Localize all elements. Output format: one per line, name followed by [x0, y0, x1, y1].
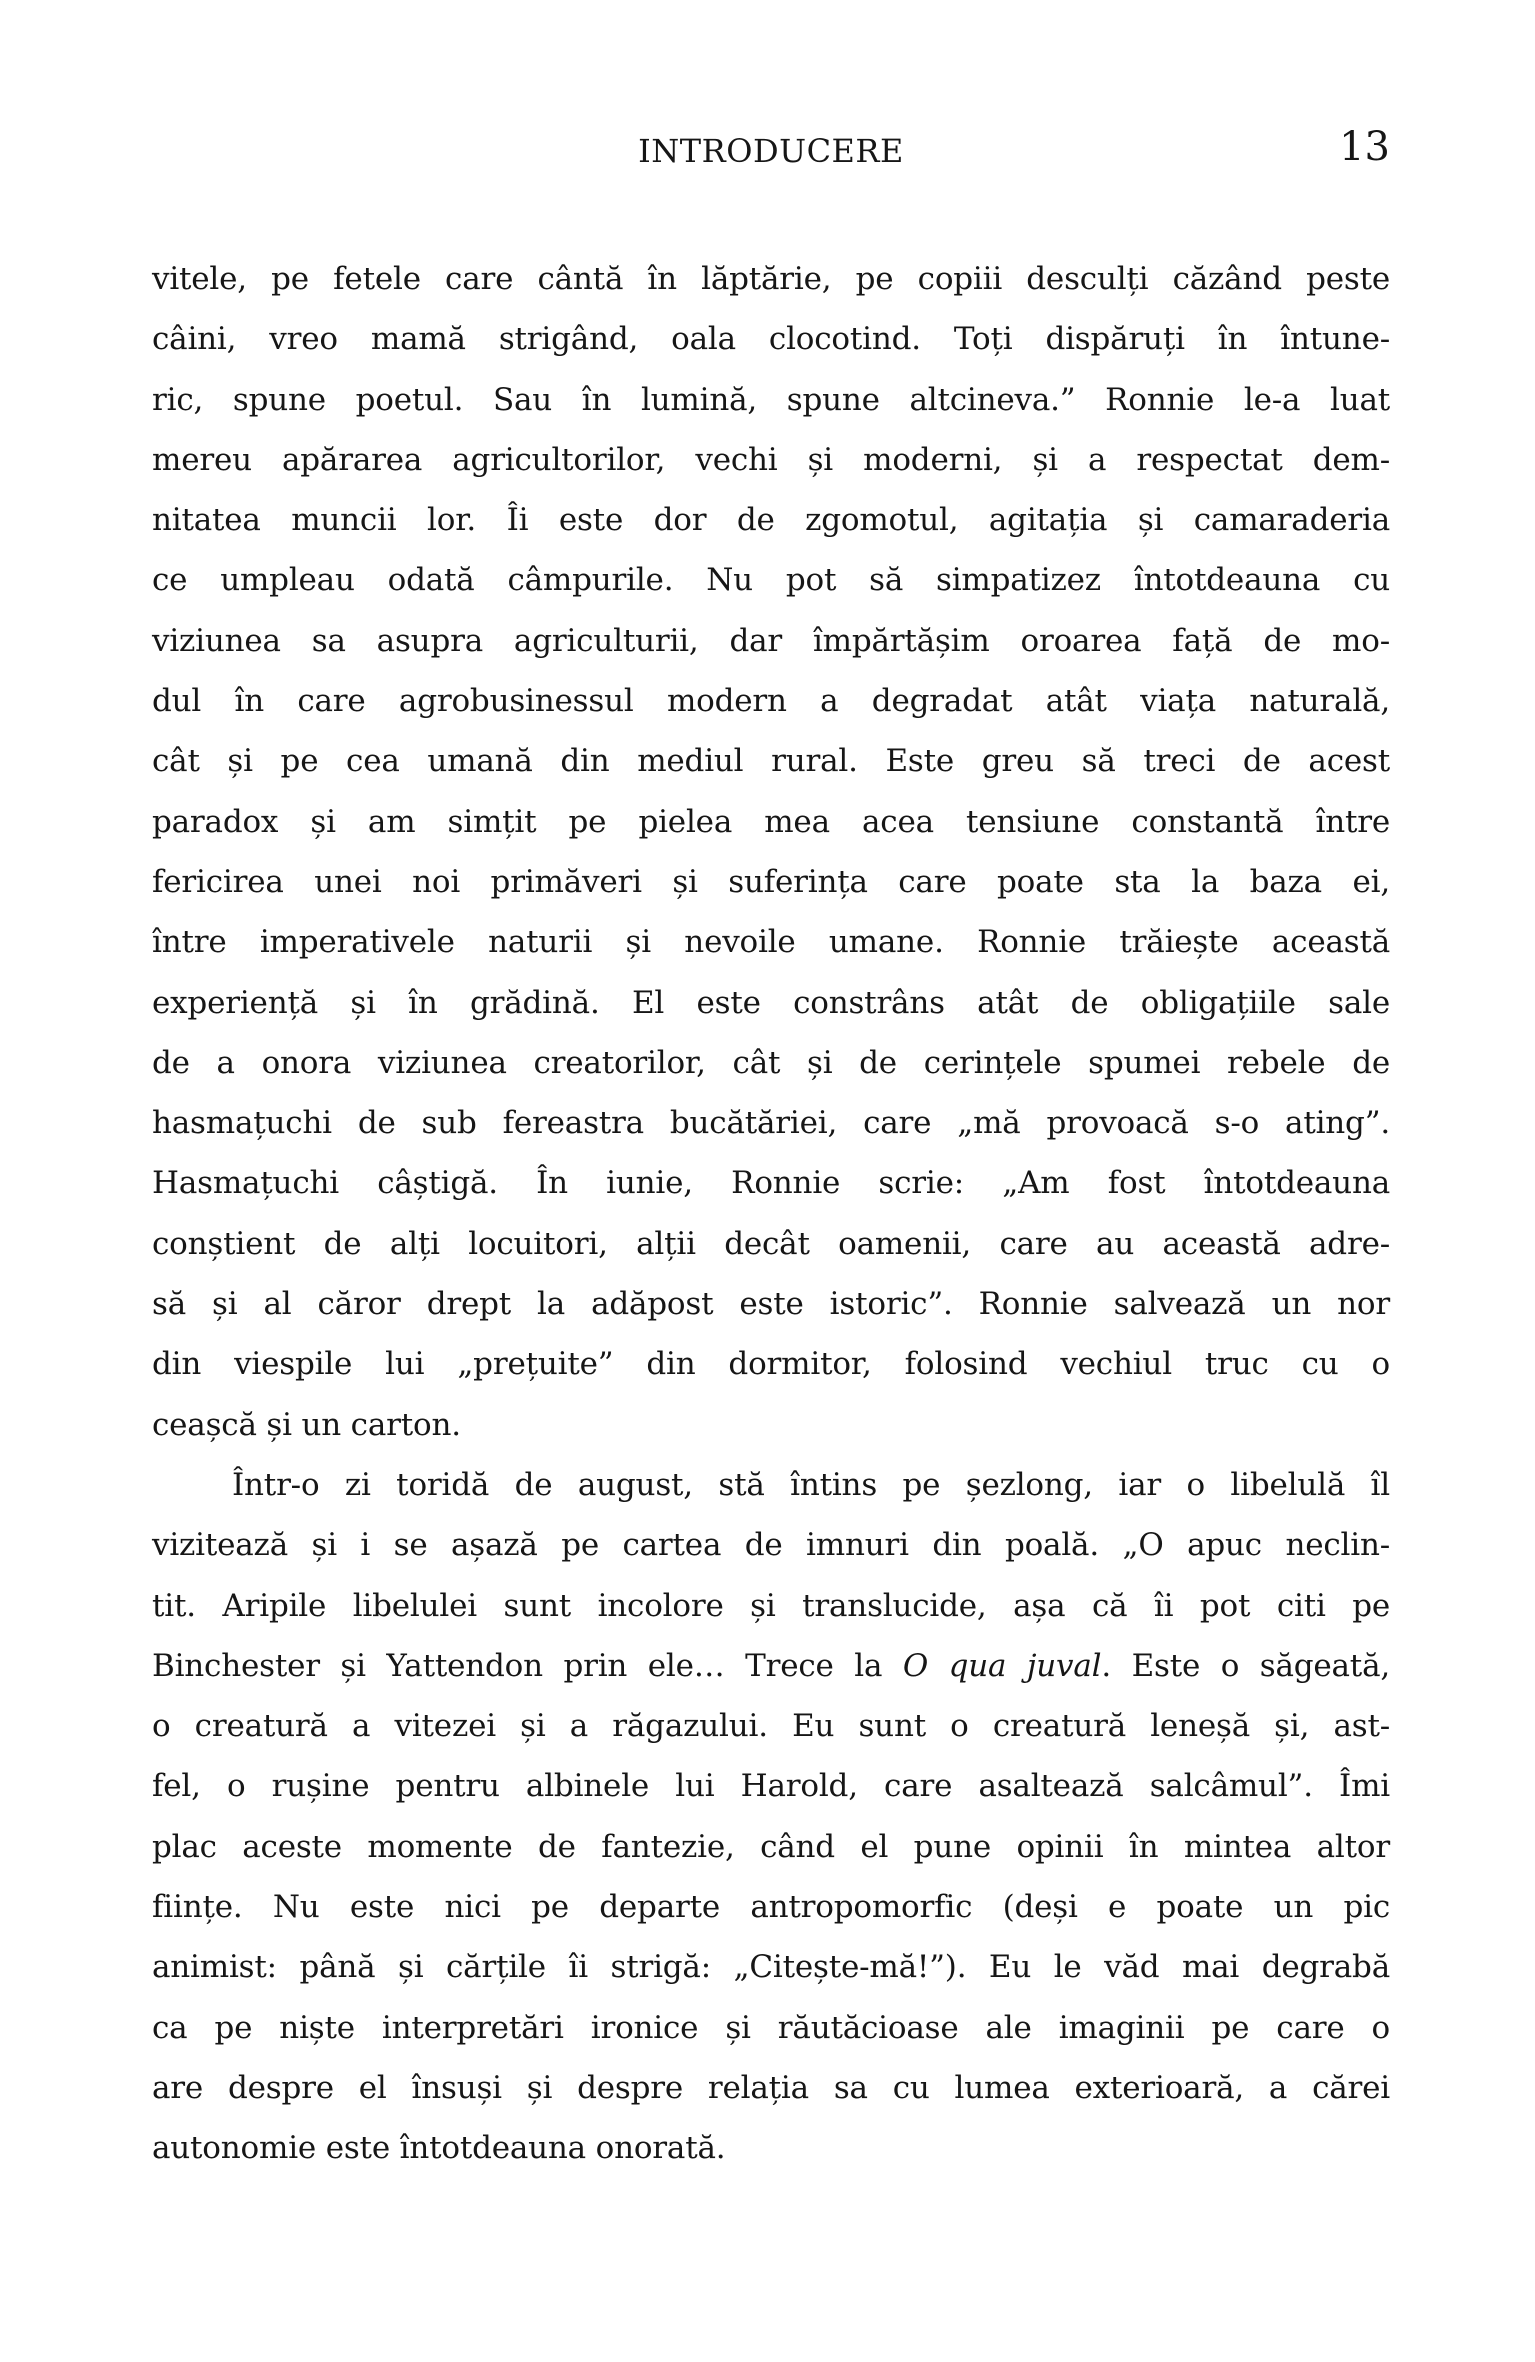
- italic-text-segment: O qua juval: [902, 1647, 1102, 1684]
- text-segment: plac aceste momente de fantezie, când el pune opinii în mintea altor: [152, 1828, 1390, 1865]
- text-line: [152, 1153, 1390, 1213]
- text-line: [152, 249, 1390, 309]
- text-line: [152, 1334, 1390, 1394]
- text-segment: hasmațuchi de sub fereastra bucătăriei, care „mă provoacă s-o ating”.: [152, 1105, 1390, 1142]
- text-line: [152, 1274, 1390, 1334]
- text-line: [152, 490, 1390, 550]
- text-segment: o creatură a vitezei și a răgazului. Eu sunt o creatură leneșă și, ast-: [152, 1708, 1390, 1745]
- running-header: [152, 124, 1390, 173]
- text-segment: ființe. Nu este nici pe departe antropomorfic (deși e poate un pic: [152, 1889, 1390, 1926]
- text-segment: fel, o rușine pentru albinele lui Harold, care asaltează salcâmul”. Îmi: [152, 1768, 1390, 1805]
- text-line: [152, 1576, 1390, 1636]
- text-line: [152, 1455, 1390, 1515]
- text-line: [152, 1937, 1390, 1997]
- text-line: [152, 731, 1390, 791]
- body-text: [152, 249, 1390, 2179]
- text-line: [152, 973, 1390, 1033]
- text-segment: Binchester și Yattendon prin ele… Trece la: [152, 1647, 903, 1684]
- text-line: [152, 309, 1390, 369]
- text-segment: ce umpleau odată câmpurile. Nu pot să simpatizez întotdeauna cu: [152, 562, 1390, 599]
- text-line: [152, 2118, 1390, 2178]
- text-line: [152, 2058, 1390, 2118]
- text-line: [152, 1033, 1390, 1093]
- text-segment: Într-o zi toridă de august, stă întins pe șezlong, iar o libelulă îl: [232, 1466, 1390, 1503]
- text-line: [152, 1093, 1390, 1153]
- paragraph: [152, 249, 1390, 1455]
- text-segment: conștient de alți locuitori, alții decât oamenii, care au această adre-: [152, 1225, 1390, 1262]
- text-line: [152, 370, 1390, 430]
- text-line: [152, 1214, 1390, 1274]
- text-line: [152, 1756, 1390, 1816]
- text-segment: autonomie este întotdeauna onorată.: [152, 2130, 726, 2167]
- text-line: [152, 430, 1390, 490]
- text-segment: din viespile lui „prețuite” din dormitor, folosind vechiul truc cu o: [152, 1346, 1390, 1383]
- text-segment: fericirea unei noi primăveri și suferința care poate sta la baza ei,: [152, 863, 1390, 900]
- text-line: [152, 611, 1390, 671]
- text-line: [152, 1877, 1390, 1937]
- text-segment: vizitează și i se așază pe cartea de imnuri din poală. „O apuc neclin-: [152, 1527, 1390, 1564]
- text-segment: câini, vreo mamă strigând, oala clocotind. Toți dispăruți în întune-: [152, 321, 1390, 358]
- text-line: [152, 671, 1390, 731]
- text-segment: să și al căror drept la adăpost este istoric”. Ronnie salvează un nor: [152, 1286, 1390, 1323]
- text-segment: ceașcă și un carton.: [152, 1406, 461, 1443]
- text-line: [152, 1998, 1390, 2058]
- text-line: [152, 1817, 1390, 1877]
- text-line: [152, 852, 1390, 912]
- text-segment: . Este o săgeată,: [1101, 1647, 1391, 1684]
- text-line: [152, 550, 1390, 610]
- text-line: [152, 1515, 1390, 1575]
- text-line: [152, 792, 1390, 852]
- text-segment: de a onora viziunea creatorilor, cât și de cerințele spumei rebele de: [152, 1044, 1390, 1081]
- running-header-title: INTRODUCERE: [638, 132, 904, 170]
- text-segment: cât și pe cea umană din mediul rural. Este greu să treci de acest: [152, 743, 1390, 780]
- text-segment: ric, spune poetul. Sau în lumină, spune altcineva.” Ronnie le-a luat: [152, 381, 1390, 418]
- text-segment: nitatea muncii lor. Îi este dor de zgomotul, agitația și camaraderia: [152, 502, 1390, 539]
- paragraph: [152, 1455, 1390, 2179]
- text-segment: Hasmațuchi câștigă. În iunie, Ronnie scrie: „Am fost întotdeauna: [152, 1165, 1390, 1202]
- text-segment: ca pe niște interpretări ironice și răutăcioase ale imaginii pe care o: [152, 2009, 1390, 2046]
- text-segment: viziunea sa asupra agriculturii, dar împărtășim oroarea față de mo-: [152, 622, 1390, 659]
- text-segment: are despre el însuși și despre relația sa cu lumea exterioară, a cărei: [152, 2069, 1390, 2106]
- text-segment: mereu apărarea agricultorilor, vechi și moderni, și a respectat dem-: [152, 441, 1390, 478]
- text-segment: animist: până și cărțile îi strigă: „Citește-mă!”). Eu le văd mai degrabă: [152, 1949, 1390, 1986]
- text-line: [152, 1395, 1390, 1455]
- text-segment: dul în care agrobusinessul modern a degradat atât viața naturală,: [152, 683, 1390, 720]
- text-line: [152, 912, 1390, 972]
- text-segment: paradox și am simțit pe pielea mea acea tensiune constantă între: [152, 803, 1390, 840]
- text-segment: vitele, pe fetele care cântă în lăptărie, pe copiii desculți căzând peste: [152, 261, 1390, 297]
- text-segment: între imperativele naturii și nevoile umane. Ronnie trăiește această: [152, 924, 1390, 961]
- page-number: 13: [1339, 124, 1390, 170]
- text-line: [152, 1696, 1390, 1756]
- text-line: [152, 1636, 1390, 1696]
- text-segment: experiență și în grădină. El este constrâns atât de obligațiile sale: [152, 984, 1390, 1021]
- text-segment: tit. Aripile libelulei sunt incolore și translucide, așa că îi pot citi pe: [152, 1587, 1390, 1624]
